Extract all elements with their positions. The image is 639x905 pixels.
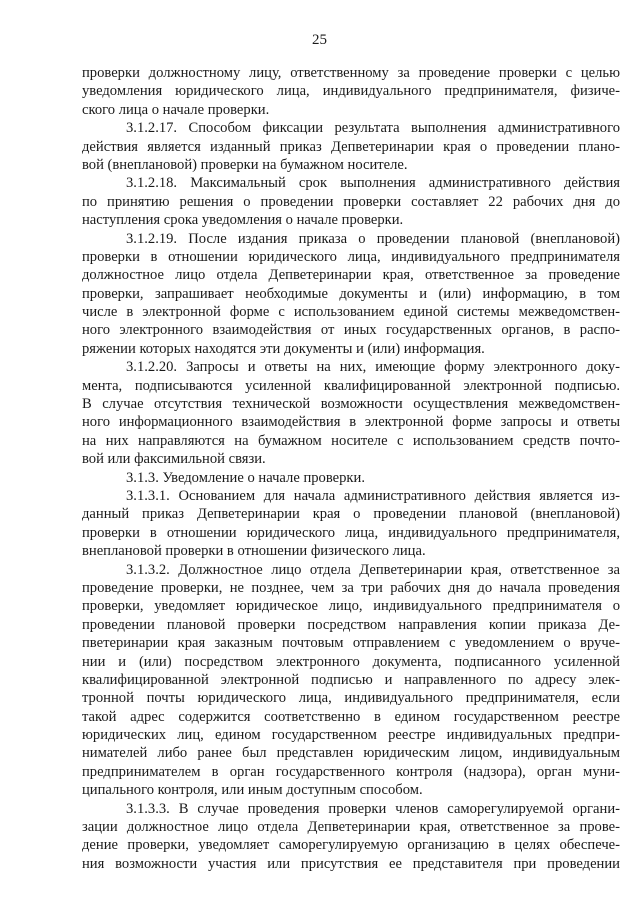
text-line: проверки, запрашивает необходимые документы и (или) информацию, в том xyxy=(82,285,620,302)
text-line: ципального контроля, или иным доступным способом. xyxy=(82,782,423,799)
text-line: предпринимателем в орган государственного контроля (надзора), орган муни- xyxy=(82,763,620,780)
text-line: 3.1.3.1. Основанием для начала административного действия является из- xyxy=(126,487,620,504)
text-line: пветеринарии края заказным почтовым отправлением с уведомлением о вруче- xyxy=(82,635,620,652)
text-line: проверки в отношении юридического лица, индивидуального предпринимателя, xyxy=(82,524,620,541)
text-line: проверки в отношении юридического лица, индивидуального предпринимателя xyxy=(82,248,620,265)
text-line: наступления срока уведомления о начале проверки. xyxy=(82,212,404,229)
text-line: нии и (или) посредством электронного документа, подписанного усиленной xyxy=(82,653,620,670)
text-line: ного информационного взаимодействия в электронной форме запросы и ответы xyxy=(82,414,620,431)
paragraph-p-3-1-3-2 xyxy=(82,561,620,800)
text-line: 3.1.2.17. Способом фиксации результата выполнения административного xyxy=(126,120,620,137)
document-body xyxy=(82,64,620,873)
text-line: 3.1.3.3. В случае проведения проверки членов саморегулируемой органи- xyxy=(126,800,620,817)
text-line: 3.1.2.19. После издания приказа о проведении плановой (внеплановой) xyxy=(126,230,620,247)
page-number: 25 xyxy=(312,32,327,48)
text-line: внеплановой проверки в отношении физического лица. xyxy=(82,543,426,560)
paragraph-p-3-1-2-17 xyxy=(82,119,620,174)
paragraph-p-3-1-3 xyxy=(82,469,620,487)
text-line: проведение проверки, не позднее, чем за три рабочих дня до начала проведения xyxy=(82,579,620,596)
text-line: данный приказ Депветеринарии края о проведении плановой (внеплановой) xyxy=(82,506,620,523)
text-line: ряжении которых находятся эти документы и (или) информация. xyxy=(82,340,485,357)
text-line: 3.1.2.18. Максимальный срок выполнения административного действия xyxy=(126,175,620,192)
text-line: юридических лиц, едином государственном реестре индивидуальных предпри- xyxy=(82,727,620,744)
text-line: такой адрес содержится соответственно в едином государственном реестре xyxy=(82,708,620,725)
text-line: вой или факсимильной связи. xyxy=(82,451,266,468)
text-line: квалифицированной электронной подписью и направленного по адресу элек- xyxy=(82,671,620,688)
paragraph-p-3-1-2-19 xyxy=(82,230,620,359)
paragraph-p-3-1-2-20 xyxy=(82,358,620,468)
paragraph-intro xyxy=(82,64,620,119)
text-line: 3.1.3.2. Должностное лицо отдела Депветеринарии края, ответственное за xyxy=(126,561,620,578)
paragraph-p-3-1-3-3 xyxy=(82,800,620,874)
text-line: тронной почты юридического лица, индивидуального предпринимателя, если xyxy=(82,690,620,707)
text-line: нимателей либо ранее был представлен юридическим лицом, индивидуальным xyxy=(82,745,620,762)
text-line: числе в электронной форме с использованием единой системы межведомствен- xyxy=(82,304,620,321)
text-line: по принятию решения о проведении проверки составляет 22 рабочих дня до xyxy=(82,193,620,210)
text-line: ского лица о начале проверки. xyxy=(82,101,270,118)
text-line: проверки должностному лицу, ответственному за проведение проверки с целью xyxy=(82,65,620,81)
text-line: должностное лицо отдела Депветеринарии края, ответственное за проведение xyxy=(82,267,620,284)
text-line: действия является изданный приказ Депветеринарии края о проведении плано- xyxy=(82,138,620,155)
text-line: 3.1.3. Уведомление о начале проверки. xyxy=(126,469,365,486)
paragraph-p-3-1-3-1 xyxy=(82,487,620,561)
text-line: ния возможности участия или присутствия ее представителя при проведении xyxy=(82,855,620,872)
text-line: проверки, уведомляет юридическое лицо, индивидуального предпринимателя о xyxy=(82,598,620,615)
text-line: дение проверки, уведомляет саморегулируемую организацию в целях обеспече- xyxy=(82,837,620,854)
text-line: проведении плановой проверки посредством направления копии приказа Де- xyxy=(82,616,620,633)
text-line: 3.1.2.20. Запросы и ответы на них, имеющие форму электронного доку- xyxy=(126,359,620,376)
text-line: вой (внеплановой) проверки на бумажном носителе. xyxy=(82,156,408,173)
text-line: на них направляются на бумажном носителе с использованием средств почто- xyxy=(82,432,620,449)
text-line: В случае отсутствия технической возможности осуществления межведомствен- xyxy=(82,396,620,413)
text-line: зации должностное лицо отдела Депветеринарии края, ответственное за прове- xyxy=(82,819,620,836)
text-line: мента, подписываются усиленной квалифицированной электронной подписью. xyxy=(82,377,620,394)
text-line: уведомления юридического лица, индивидуального предпринимателя, физиче- xyxy=(82,83,620,100)
paragraph-p-3-1-2-18 xyxy=(82,174,620,229)
text-line: ного электронного взаимодействия от иных государственных органов, в распо- xyxy=(82,322,620,339)
